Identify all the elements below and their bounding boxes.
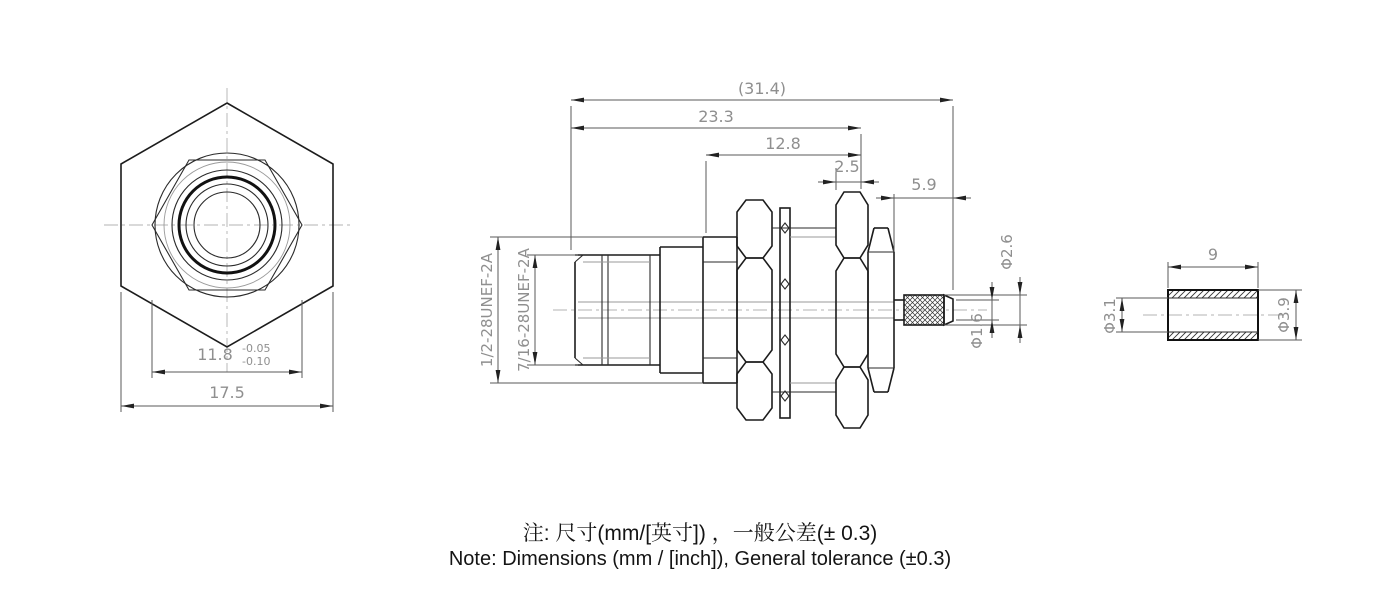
note-line-en: Note: Dimensions (mm / [inch]), General tolerance (±0.3) xyxy=(448,548,952,570)
dia-label-knurl: Φ2.6 xyxy=(998,234,1016,270)
dim-body-length xyxy=(571,107,861,189)
dim-groove-width xyxy=(818,157,879,190)
dim-tail-length xyxy=(876,175,971,252)
note-line-zh: 注: 尺寸(mm/[英寸]) ，一般公差(± 0.3) xyxy=(522,522,878,545)
dim-tol-lower: -0.10 xyxy=(242,355,271,368)
dim-ferrule-length xyxy=(1168,245,1258,288)
side-view xyxy=(478,79,1027,428)
dim-label-23-3: 23.3 xyxy=(698,107,734,126)
wave-washer xyxy=(780,208,790,418)
thread-label-outer: 1/2-28UNEF-2A xyxy=(478,252,496,368)
thread-label-inner: 7/16-28UNEF-2A xyxy=(515,248,533,372)
dim-label-2-5: 2.5 xyxy=(834,157,860,176)
dim-label-31-4: (31.4) xyxy=(737,79,787,98)
dim-ferrule-outer-dia xyxy=(1258,290,1302,340)
dia-label-ferrule-outer: Φ3.9 xyxy=(1275,297,1293,333)
dim-label-5-9: 5.9 xyxy=(911,175,937,194)
ferrule-view xyxy=(1101,245,1302,340)
dia-label-tip: Φ1.6 xyxy=(968,313,986,349)
dim-mid-length xyxy=(706,134,861,233)
dim-tol-upper: -0.05 xyxy=(242,342,271,355)
notes xyxy=(449,522,951,570)
ferrule-bottom-wall xyxy=(1168,332,1258,340)
knurl-crimp-area xyxy=(904,295,944,325)
ferrule-top-wall xyxy=(1168,290,1258,298)
dim-label-12-8: 12.8 xyxy=(765,134,801,153)
dim-ferrule-inner-dia xyxy=(1101,298,1168,334)
dim-label-11-8: 11.8 xyxy=(197,345,233,364)
cable-stub xyxy=(894,295,953,325)
dim-tip-diameter xyxy=(956,282,999,349)
dim-thread-inner xyxy=(515,247,578,371)
dim-label-ferrule-length: 9 xyxy=(1207,245,1219,264)
dia-label-ferrule-inner: Φ3.1 xyxy=(1101,298,1119,334)
dim-label-17-5: 17.5 xyxy=(209,383,245,402)
front-centerlines xyxy=(104,88,350,372)
front-view xyxy=(104,88,350,412)
